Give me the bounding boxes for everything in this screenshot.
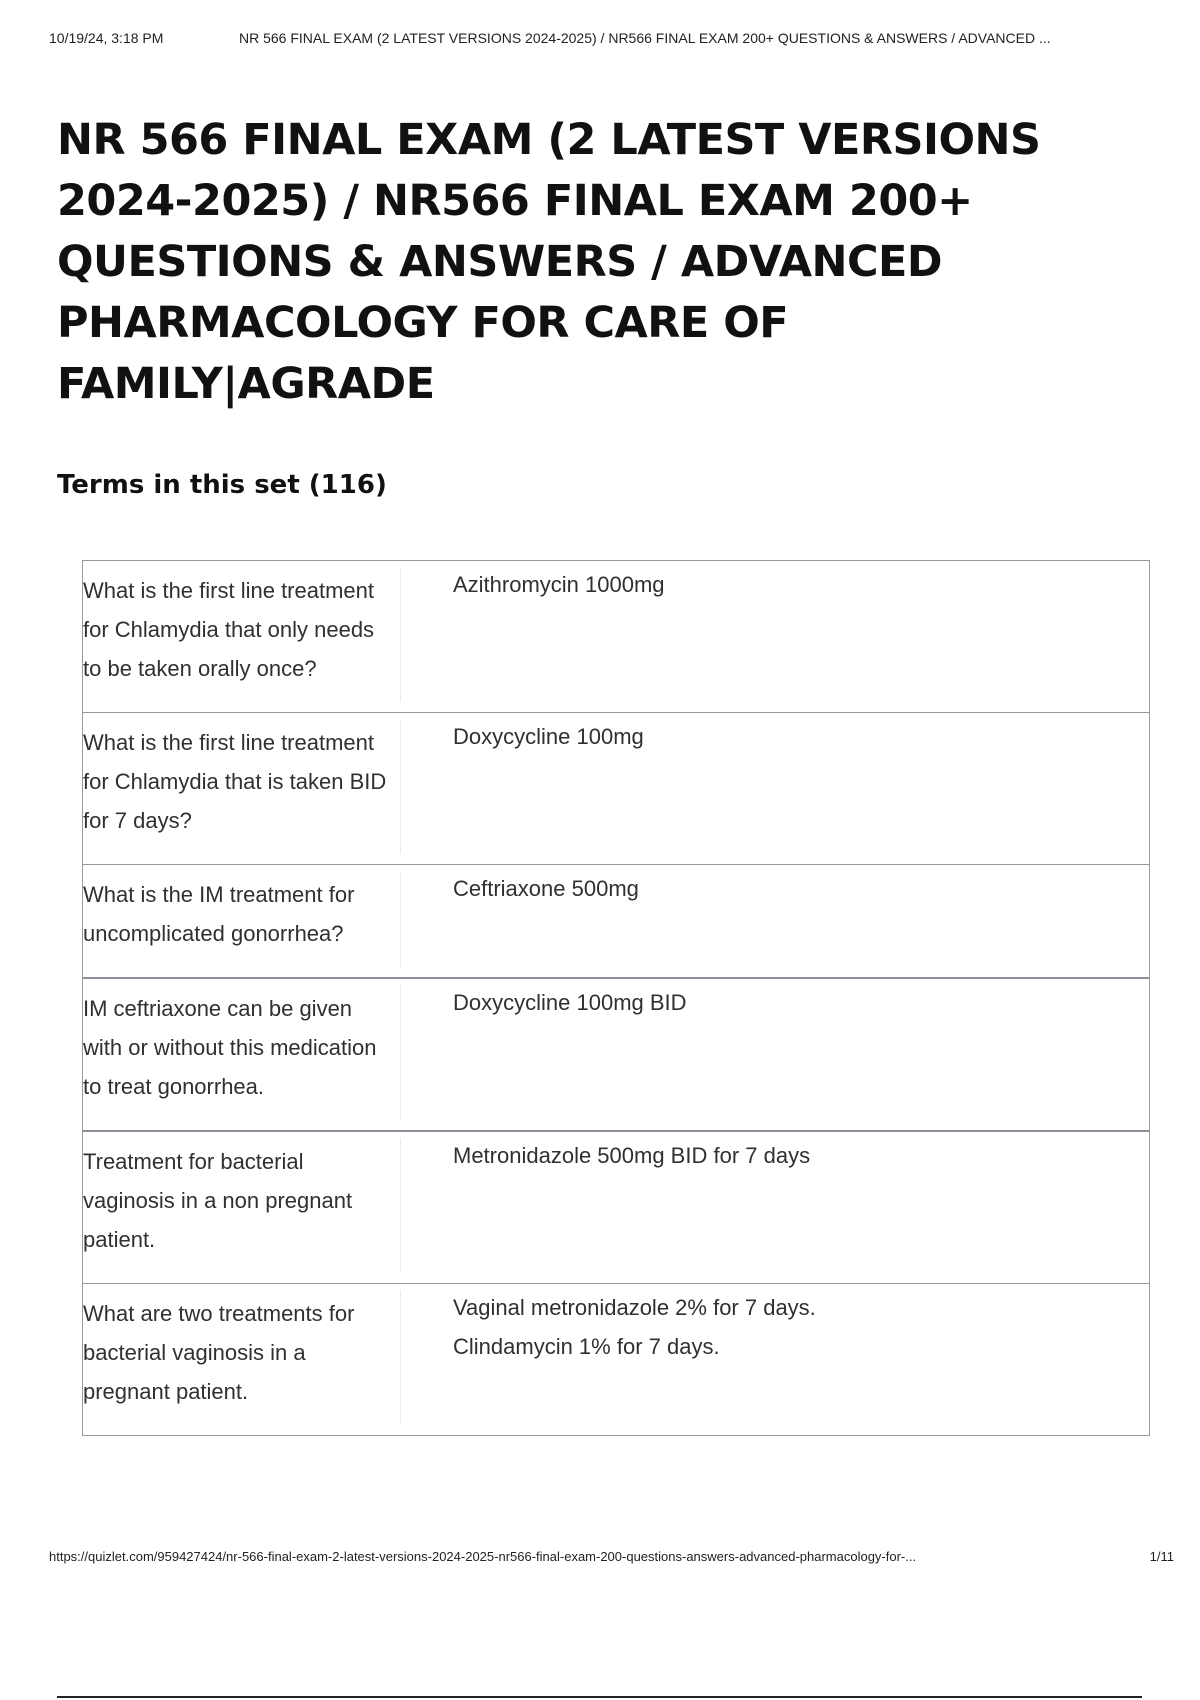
card-definition-line: Azithromycin 1000mg [453, 572, 665, 597]
flashcard [83, 864, 1149, 977]
print-url: https://quizlet.com/959427424/nr-566-final-exam-2-latest-versions-2024-2025-nr566-final-exam-200-questions-answers-advanced-pharmacology-for-... [49, 1549, 917, 1564]
flashcard-list [82, 560, 1150, 1436]
card-term: What are two treatments for bacterial vaginosis in a pregnant patient. [83, 1290, 401, 1425]
flashcard [83, 977, 1149, 1130]
terms-heading: Terms in this set (116) [57, 470, 387, 500]
print-header [49, 30, 1179, 46]
print-doc-title: NR 566 FINAL EXAM (2 LATEST VERSIONS 2024-2025) / NR566 FINAL EXAM 200+ QUESTIONS & ANSWERS / ADVANCED ... [239, 30, 1051, 46]
card-term: What is the first line treatment for Chlamydia that only needs to be taken orally once? [83, 567, 401, 702]
card-definition [401, 865, 1149, 977]
card-definition [401, 561, 1149, 712]
card-term: Treatment for bacterial vaginosis in a non pregnant patient. [83, 1138, 401, 1273]
card-definition [401, 713, 1149, 864]
card-definition-line: Doxycycline 100mg BID [453, 990, 687, 1015]
print-footer [49, 1549, 1185, 1564]
card-definition-line: Vaginal metronidazole 2% for 7 days. [453, 1295, 816, 1320]
flashcard [83, 1283, 1149, 1435]
card-term: What is the IM treatment for uncomplicated gonorrhea? [83, 871, 401, 967]
divider [57, 1696, 1142, 1698]
flashcard [83, 1130, 1149, 1283]
card-term: What is the first line treatment for Chlamydia that is taken BID for 7 days? [83, 719, 401, 854]
print-timestamp: 10/19/24, 3:18 PM [49, 30, 164, 46]
card-definition-line: Doxycycline 100mg [453, 724, 644, 749]
page-number: 1/11 [1149, 1549, 1174, 1564]
flashcard [83, 561, 1149, 712]
card-definition-line: Ceftriaxone 500mg [453, 876, 639, 901]
card-definition-line: Metronidazole 500mg BID for 7 days [453, 1143, 811, 1168]
card-definition-line: Clindamycin 1% for 7 days. [453, 1334, 720, 1359]
card-term: IM ceftriaxone can be given with or without this medication to treat gonorrhea. [83, 985, 401, 1120]
card-definition [401, 1284, 1149, 1435]
card-definition [401, 979, 1149, 1130]
page-title: NR 566 FINAL EXAM (2 LATEST VERSIONS 2024-2025) / NR566 FINAL EXAM 200+ QUESTIONS & ANSWERS / ADVANCED PHARMACOLOGY FOR CARE OF FAMILY|AGRADE [57, 115, 1041, 409]
flashcard [83, 712, 1149, 864]
card-definition [401, 1132, 1149, 1283]
